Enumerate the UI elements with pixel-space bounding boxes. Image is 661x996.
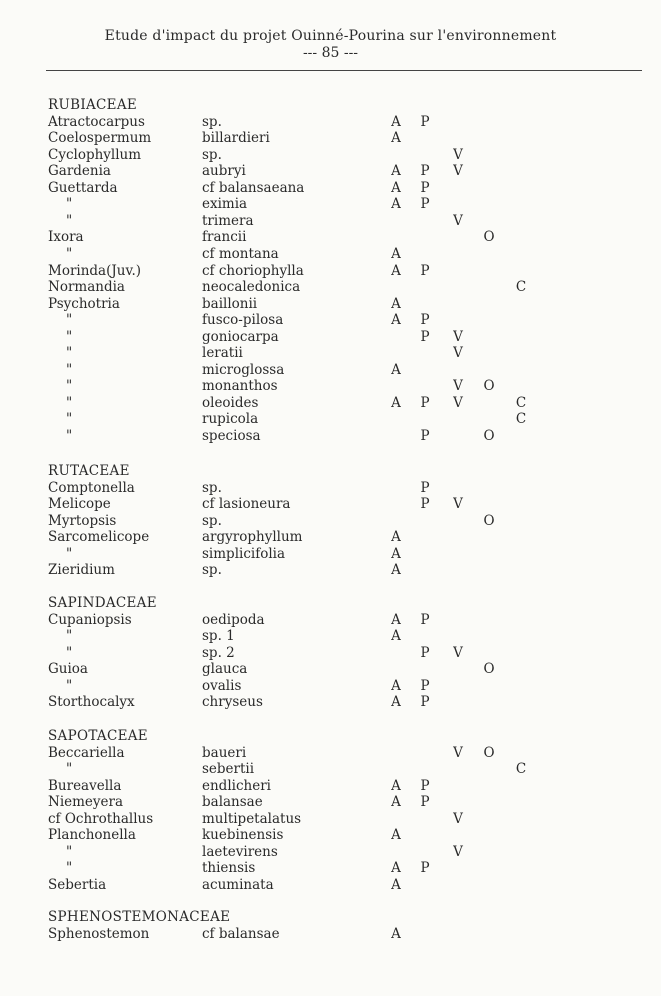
species-row xyxy=(0,480,661,497)
species-row xyxy=(0,147,661,164)
mark-a: A xyxy=(391,529,401,546)
genus-name: Guettarda xyxy=(48,179,118,196)
family-heading: RUTACEAE xyxy=(48,463,130,479)
mark-a: A xyxy=(391,876,401,893)
species-row xyxy=(0,661,661,678)
genus-name: Guioa xyxy=(48,661,88,678)
genus-name: Cupaniopsis xyxy=(48,611,132,628)
genus-name: " xyxy=(66,245,73,262)
species-row xyxy=(0,329,661,346)
mark-a: A xyxy=(391,130,401,147)
species-name: eximia xyxy=(202,196,248,213)
mark-o: O xyxy=(483,378,495,395)
species-name: endlicheri xyxy=(202,777,271,794)
species-name: fusco-pilosa xyxy=(202,312,284,329)
mark-o: O xyxy=(483,512,495,529)
genus-name: " xyxy=(66,411,73,428)
species-name: thiensis xyxy=(202,860,256,877)
species-row xyxy=(0,114,661,131)
genus-name: Melicope xyxy=(48,496,111,513)
species-name: cf balansaeana xyxy=(202,179,305,196)
mark-p: P xyxy=(420,611,430,628)
mark-a: A xyxy=(391,163,401,180)
species-row xyxy=(0,827,661,844)
mark-a: A xyxy=(391,827,401,844)
genus-name: Sphenostemon xyxy=(48,925,150,942)
mark-a: A xyxy=(391,628,401,645)
species-name: trimera xyxy=(202,212,254,229)
mark-a: A xyxy=(391,262,401,279)
family-heading: SAPOTACEAE xyxy=(48,728,148,744)
species-name: cf montana xyxy=(202,245,279,262)
mark-a: A xyxy=(391,925,401,942)
family-heading: RUBIACEAE xyxy=(48,97,138,113)
species-name: cf choriophylla xyxy=(202,262,304,279)
genus-name: " xyxy=(66,345,73,362)
genus-name: Storthocalyx xyxy=(48,694,135,711)
species-name: sp. xyxy=(202,479,222,496)
species-row xyxy=(0,345,661,362)
species-name: sp. xyxy=(202,113,222,130)
species-row xyxy=(0,263,661,280)
species-name: cf balansae xyxy=(202,925,280,942)
mark-p: P xyxy=(420,694,430,711)
genus-name: Ixora xyxy=(48,229,84,246)
species-name: laetevirens xyxy=(202,843,278,860)
mark-v: V xyxy=(453,394,463,411)
mark-p: P xyxy=(420,312,430,329)
species-name: simplicifolia xyxy=(202,545,286,562)
species-name: baillonii xyxy=(202,295,258,312)
mark-c: C xyxy=(515,761,527,778)
page-number: --- 85 --- xyxy=(302,45,359,61)
mark-v: V xyxy=(453,744,463,761)
species-name: leratii xyxy=(202,345,243,362)
mark-p: P xyxy=(420,496,430,513)
species-name: sp. xyxy=(202,512,222,529)
species-name: monanthos xyxy=(202,378,278,395)
species-row xyxy=(0,844,661,861)
species-row xyxy=(0,926,661,943)
mark-a: A xyxy=(391,361,401,378)
species-row xyxy=(0,130,661,147)
genus-name: " xyxy=(66,312,73,329)
mark-a: A xyxy=(391,794,401,811)
mark-c: C xyxy=(515,411,527,428)
genus-name: Beccariella xyxy=(48,744,125,761)
species-name: francii xyxy=(202,229,247,246)
genus-name: Sebertia xyxy=(48,876,107,893)
mark-a: A xyxy=(391,777,401,794)
species-row xyxy=(0,163,661,180)
document-title: Etude d'impact du projet Ouinné-Pourina sur l'environnement xyxy=(104,28,557,44)
mark-p: P xyxy=(420,262,430,279)
species-name: argyrophyllum xyxy=(202,529,303,546)
species-row xyxy=(0,778,661,795)
genus-name: Niemeyera xyxy=(48,794,124,811)
genus-name: Atractocarpus xyxy=(48,113,145,130)
species-row xyxy=(0,513,661,530)
species-row xyxy=(0,279,661,296)
genus-name: " xyxy=(66,761,73,778)
species-row xyxy=(0,312,661,329)
mark-p: P xyxy=(420,677,430,694)
genus-name: " xyxy=(66,860,73,877)
genus-name: " xyxy=(66,628,73,645)
mark-a: A xyxy=(391,677,401,694)
species-name: cf lasioneura xyxy=(202,496,291,513)
mark-v: V xyxy=(453,146,463,163)
genus-name: Psychotria xyxy=(48,295,120,312)
mark-a: A xyxy=(391,394,401,411)
genus-name: " xyxy=(66,378,73,395)
species-name: billardieri xyxy=(202,130,270,147)
species-row xyxy=(0,761,661,778)
genus-name: Normandia xyxy=(48,279,125,296)
species-row xyxy=(0,877,661,894)
species-name: oedipoda xyxy=(202,611,265,628)
species-row xyxy=(0,296,661,313)
species-name: rupicola xyxy=(202,411,259,428)
species-name: microglossa xyxy=(202,361,285,378)
mark-a: A xyxy=(391,860,401,877)
mark-p: P xyxy=(420,794,430,811)
species-name: sp. 1 xyxy=(202,628,235,645)
species-row xyxy=(0,246,661,263)
header-divider xyxy=(46,70,642,71)
genus-name: " xyxy=(66,328,73,345)
species-name: balansae xyxy=(202,794,263,811)
species-row xyxy=(0,860,661,877)
species-name: ovalis xyxy=(202,677,242,694)
genus-name: Zieridium xyxy=(48,562,115,579)
mark-a: A xyxy=(391,611,401,628)
mark-p: P xyxy=(420,479,430,496)
mark-p: P xyxy=(420,644,430,661)
mark-v: V xyxy=(453,328,463,345)
genus-name: Planchonella xyxy=(48,827,136,844)
mark-v: V xyxy=(453,810,463,827)
mark-c: C xyxy=(515,394,527,411)
mark-v: V xyxy=(453,163,463,180)
species-row xyxy=(0,378,661,395)
mark-p: P xyxy=(420,328,430,345)
mark-v: V xyxy=(453,378,463,395)
mark-a: A xyxy=(391,196,401,213)
mark-a: A xyxy=(391,312,401,329)
species-row xyxy=(0,428,661,445)
mark-v: V xyxy=(453,345,463,362)
genus-name: " xyxy=(66,361,73,378)
mark-o: O xyxy=(483,428,495,444)
species-row xyxy=(0,196,661,213)
mark-v: V xyxy=(453,644,463,661)
mark-a: A xyxy=(391,179,401,196)
species-row xyxy=(0,395,661,412)
genus-name: Coelospermum xyxy=(48,130,152,147)
mark-v: V xyxy=(453,212,463,229)
genus-name: " xyxy=(66,545,73,562)
genus-name: " xyxy=(66,196,73,213)
mark-p: P xyxy=(420,113,430,130)
mark-a: A xyxy=(391,545,401,562)
mark-a: A xyxy=(391,562,401,579)
genus-name: " xyxy=(66,644,73,661)
species-row xyxy=(0,628,661,645)
mark-p: P xyxy=(420,163,430,180)
species-row xyxy=(0,794,661,811)
mark-o: O xyxy=(483,229,495,246)
genus-name: " xyxy=(66,843,73,860)
species-row xyxy=(0,213,661,230)
species-name: multipetalatus xyxy=(202,810,302,827)
family-heading: SPHENOSTEMONACEAE xyxy=(48,909,231,925)
mark-a: A xyxy=(391,694,401,711)
genus-name: " xyxy=(66,394,73,411)
species-name: sp. xyxy=(202,146,222,163)
species-name: glauca xyxy=(202,661,248,678)
species-name: neocaledonica xyxy=(202,279,301,296)
species-name: acuminata xyxy=(202,876,274,893)
species-name: chryseus xyxy=(202,694,263,711)
species-row xyxy=(0,612,661,629)
mark-p: P xyxy=(420,777,430,794)
genus-name: cf Ochrothallus xyxy=(48,810,154,827)
mark-a: A xyxy=(391,113,401,130)
species-row xyxy=(0,745,661,762)
mark-c: C xyxy=(515,279,527,296)
mark-p: P xyxy=(420,428,430,444)
species-row xyxy=(0,529,661,546)
species-name: oleoides xyxy=(202,394,259,411)
genus-name: " xyxy=(66,428,73,444)
species-row xyxy=(0,694,661,711)
genus-name: Gardenia xyxy=(48,163,111,180)
genus-name: Bureavella xyxy=(48,777,122,794)
species-row xyxy=(0,411,661,428)
species-row xyxy=(0,180,661,197)
mark-a: A xyxy=(391,245,401,262)
genus-name: Comptonella xyxy=(48,479,135,496)
mark-v: V xyxy=(453,496,463,513)
family-heading: SAPINDACEAE xyxy=(48,595,157,611)
mark-p: P xyxy=(420,196,430,213)
genus-name: Morinda(Juv.) xyxy=(48,262,142,279)
species-name: aubryi xyxy=(202,163,246,180)
mark-p: P xyxy=(420,179,430,196)
genus-name: Myrtopsis xyxy=(48,512,117,529)
mark-p: P xyxy=(420,394,430,411)
species-name: sp. 2 xyxy=(202,644,235,661)
mark-p: P xyxy=(420,860,430,877)
species-row xyxy=(0,811,661,828)
species-name: sp. xyxy=(202,562,222,579)
mark-o: O xyxy=(483,661,495,678)
genus-name: Cyclophyllum xyxy=(48,146,142,163)
mark-v: V xyxy=(453,843,463,860)
mark-a: A xyxy=(391,295,401,312)
species-name: speciosa xyxy=(202,428,261,444)
species-row xyxy=(0,229,661,246)
species-name: kuebinensis xyxy=(202,827,284,844)
species-name: sebertii xyxy=(202,761,255,778)
species-row xyxy=(0,678,661,695)
species-row xyxy=(0,645,661,662)
genus-name: " xyxy=(66,677,73,694)
species-name: baueri xyxy=(202,744,247,761)
species-row xyxy=(0,562,661,579)
genus-name: " xyxy=(66,212,73,229)
species-row xyxy=(0,496,661,513)
mark-o: O xyxy=(483,744,495,761)
species-row xyxy=(0,362,661,379)
genus-name: Sarcomelicope xyxy=(48,529,150,546)
species-name: goniocarpa xyxy=(202,328,279,345)
species-row xyxy=(0,546,661,563)
